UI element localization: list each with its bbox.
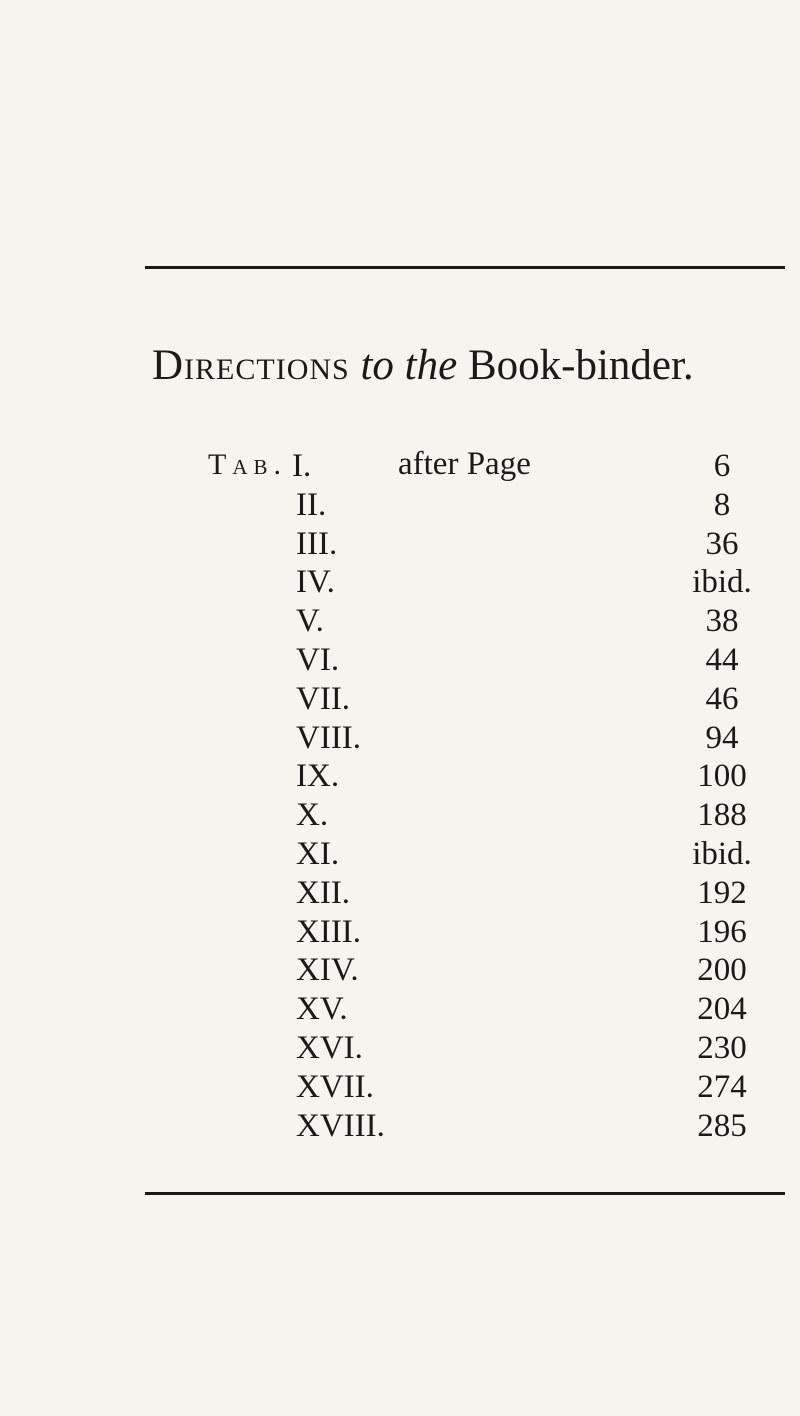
list-item bbox=[0, 756, 800, 796]
page-number: 46 bbox=[705, 680, 739, 717]
list-item bbox=[0, 795, 800, 835]
list-item bbox=[0, 912, 800, 952]
page-number: 44 bbox=[705, 642, 739, 678]
page-number: 6 bbox=[713, 448, 731, 484]
plate-number: XIV. bbox=[296, 952, 359, 989]
list-item bbox=[0, 485, 800, 525]
list-item bbox=[0, 1028, 800, 1068]
page-number: 230 bbox=[697, 1030, 747, 1066]
after-page-label: after Page bbox=[398, 446, 531, 482]
plate-number: II. bbox=[296, 486, 327, 523]
title-to-the: to the bbox=[360, 342, 458, 389]
plate-number: XI. bbox=[296, 836, 340, 872]
list-item bbox=[0, 562, 800, 602]
plate-number: X. bbox=[296, 797, 329, 834]
list-item bbox=[0, 1067, 800, 1107]
bottom-rule bbox=[145, 1192, 785, 1195]
plate-number: V. bbox=[296, 603, 324, 640]
plate-number: IV. bbox=[296, 564, 335, 601]
page-number: 274 bbox=[697, 1068, 747, 1105]
title-directions: Directions bbox=[152, 342, 350, 389]
list-item bbox=[0, 524, 800, 564]
list-item bbox=[0, 873, 800, 913]
plate-number: XV. bbox=[296, 991, 348, 1028]
page-number: 188 bbox=[697, 797, 747, 834]
plate-number: XII. bbox=[296, 874, 351, 911]
page-number: 38 bbox=[705, 603, 739, 640]
page-title bbox=[152, 344, 792, 387]
top-rule bbox=[145, 266, 785, 269]
plate-number: III. bbox=[296, 525, 338, 562]
plate-number: XIII. bbox=[296, 913, 362, 950]
plate-number: XVIII. bbox=[296, 1107, 385, 1144]
plate-number: I. bbox=[292, 448, 312, 484]
plate-number: XVII. bbox=[296, 1068, 374, 1105]
list-item bbox=[0, 679, 800, 719]
list-item bbox=[0, 718, 800, 758]
page-number: 192 bbox=[697, 874, 747, 911]
page-number: 8 bbox=[713, 486, 731, 523]
list-item bbox=[0, 834, 800, 874]
page-number: ibid. bbox=[692, 564, 752, 601]
title-book-binder: Book-binder. bbox=[467, 342, 694, 389]
page-number: 36 bbox=[705, 525, 739, 562]
page-number: 94 bbox=[705, 719, 739, 756]
plate-number: VII. bbox=[296, 680, 351, 717]
plate-number: VIII. bbox=[296, 719, 362, 756]
list-item bbox=[0, 989, 800, 1029]
page-number: ibid. bbox=[692, 836, 752, 872]
list-item bbox=[0, 1106, 800, 1146]
list-item bbox=[0, 601, 800, 641]
page-number: 100 bbox=[697, 758, 747, 795]
list-item bbox=[0, 950, 800, 990]
tab-label: Tab. bbox=[208, 448, 287, 481]
plate-number: XVI. bbox=[296, 1030, 363, 1066]
page-number: 200 bbox=[697, 952, 747, 989]
list-item bbox=[0, 446, 800, 486]
page-number: 196 bbox=[697, 913, 747, 950]
page-number: 285 bbox=[697, 1107, 747, 1144]
plate-number: VI. bbox=[296, 642, 340, 678]
list-item bbox=[0, 640, 800, 680]
plate-number: IX. bbox=[296, 758, 340, 795]
page-number: 204 bbox=[697, 991, 747, 1028]
